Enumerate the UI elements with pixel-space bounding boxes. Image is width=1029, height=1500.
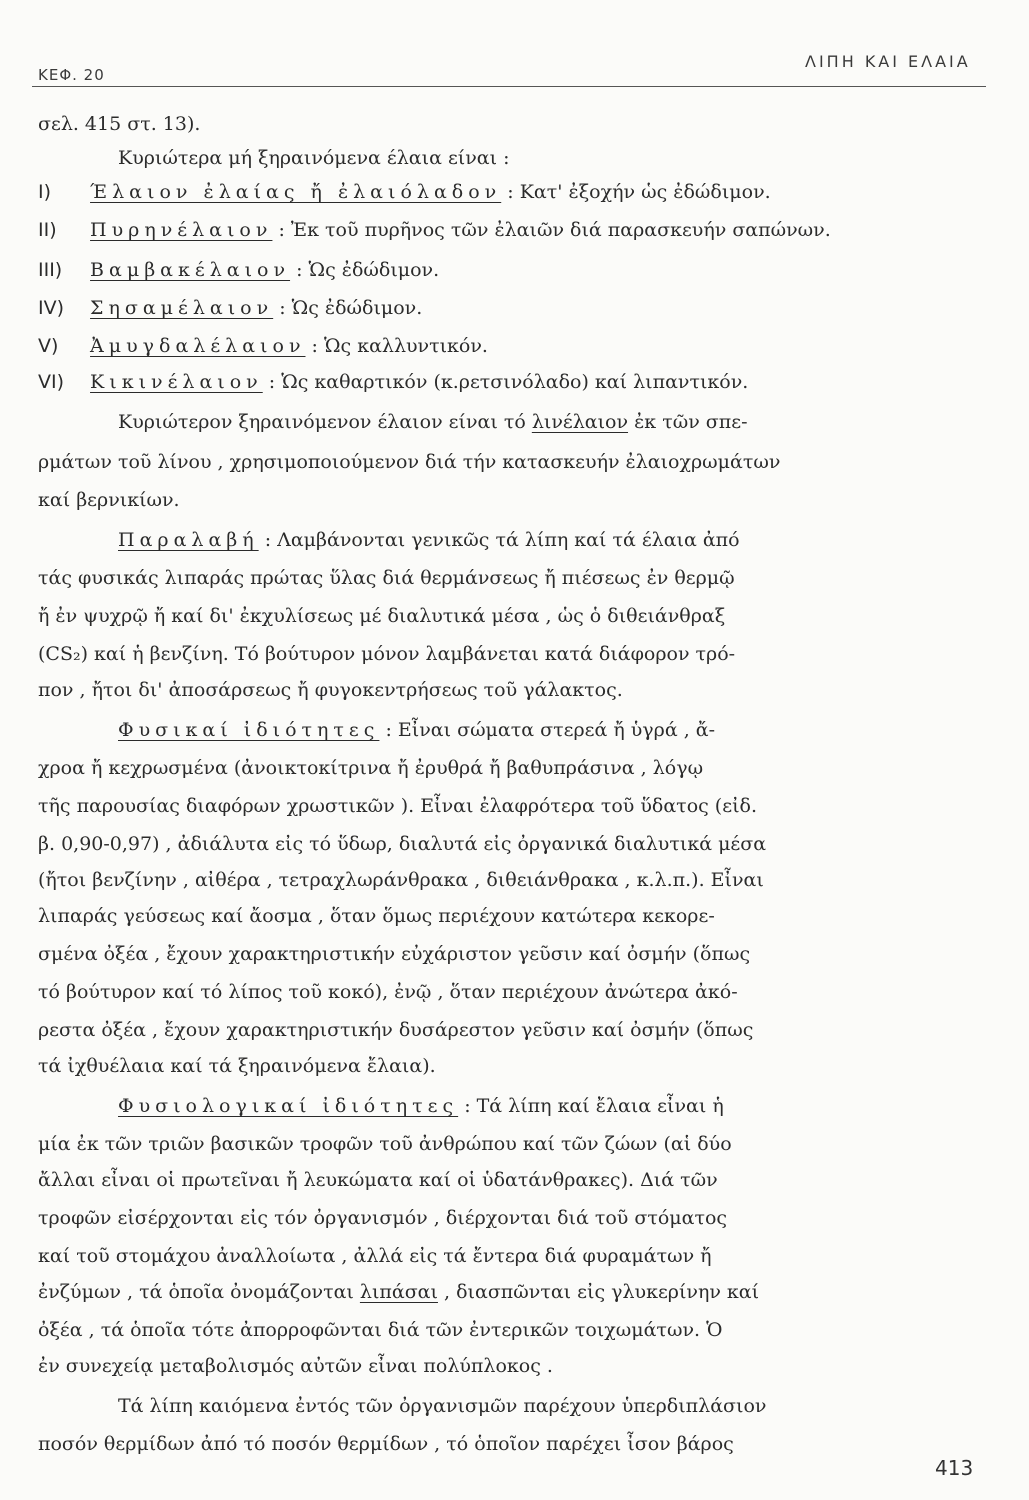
physical-heading: Φυσικαί ἰδιότητες — [118, 719, 380, 741]
physiological-line: ἐν συνεχείᾳ μεταβολισμός αὐτῶν εἶναι πολύπλοκος . — [38, 1355, 553, 1377]
physiological-line: ὀξέα , τά ὁποῖα τότε ἀπορροφῶνται διά τῶν ἐντερικῶν τοιχωμάτων. Ὁ — [38, 1319, 723, 1341]
oil-item — [38, 370, 748, 394]
energy-line: ποσόν θερμίδων ἀπό τό ποσόν θερμίδων , τό ὁποῖον παρέχει ἶσον βάρος — [38, 1433, 734, 1455]
physical-line — [118, 718, 715, 742]
physiological-heading: Φυσιολογικαί ἰδιότητες — [118, 1095, 459, 1117]
oil-name: Έλαιον ἐλαίας ἤ ἐλαιόλαδον — [90, 181, 502, 203]
oil-name: Ἀμυγδαλέλαιον — [90, 335, 306, 357]
physical-line: τῆς παρουσίας διαφόρων χρωστικῶν ). Εἶναι ἐλαφρότερα τοῦ ὕδατος (εἰδ. — [38, 795, 757, 817]
oil-number: V) — [38, 335, 59, 357]
oil-number: VI) — [38, 371, 65, 393]
physiological-line: καί τοῦ στομάχου ἀναλλοίωτα , ἀλλά εἰς τά ἔντερα διά φυραμάτων ἤ — [38, 1245, 712, 1267]
oil-number: III) — [38, 259, 63, 281]
oil-item — [38, 334, 488, 358]
production-line: (CS₂) καί ἡ βενζίνη. Τό βούτυρον μόνον λαμβάνεται κατά διάφορον τρό- — [38, 643, 736, 665]
physiological-line — [38, 1280, 759, 1304]
intro-lead: Κυριώτερα μή ξηραινόμενα έλαια είναι : — [118, 147, 510, 169]
oil-description: : Ἐκ τοῦ πυρῆνος τῶν ἐλαιῶν διά παρασκευήν σαπώνων. — [278, 219, 831, 241]
physical-line: β. 0,90-0,97) , ἀδιάλυτα εἰς τό ὕδωρ, διαλυτά εἰς ὀργανικά διαλυτικά μέσα — [38, 833, 767, 855]
physical-line: τά ἰχθυέλαια καί τά ξηραινόμενα ἔλαια). — [38, 1055, 436, 1077]
physiological-line: μία ἐκ τῶν τριῶν βασικῶν τροφῶν τοῦ ἀνθρώπου καί τῶν ζώων (αἱ δύο — [38, 1133, 732, 1155]
reference-line: σελ. 415 στ. 13). — [38, 113, 201, 135]
physiological-text: : Τά λίπη καί ἔλαια εἶναι ἡ — [464, 1095, 724, 1117]
physiological-line: τροφῶν εἰσέρχονται εἰς τόν ὀργανισμόν , διέρχονται διά τοῦ στόματος — [38, 1207, 728, 1229]
drying-oil-line: καί βερνικίων. — [38, 489, 180, 511]
oil-number: IV) — [38, 297, 65, 319]
production-line: ἤ ἐν ψυχρῷ ἤ καί δι' ἐκχυλίσεως μέ διαλυτικά μέσα , ὡς ὁ διθειάνθραξ — [38, 605, 726, 627]
production-line: πον , ἤτοι δι' ἀποσάρσεως ἤ φυγοκεντρήσεως τοῦ γάλακτος. — [38, 679, 623, 701]
drying-oil-line — [118, 410, 748, 434]
production-text: : Λαμβάνονται γενικῶς τά λίπη καί τά έλαια ἀπό — [264, 529, 740, 551]
physiological-line — [118, 1094, 724, 1118]
oil-number: II) — [38, 219, 57, 241]
oil-description: : Κατ' ἐξοχήν ὡς ἐδώδιμον. — [507, 181, 771, 203]
oil-item — [38, 258, 439, 282]
drying-text: Κυριώτερον ξηραινόμενον έλαιον είναι τό — [118, 411, 526, 433]
physical-text: : Εἶναι σώματα στερεά ἤ ὑγρά , ἄ- — [385, 719, 716, 741]
production-heading: Παραλαβή — [118, 529, 259, 551]
oil-name: Σησαμέλαιον — [90, 297, 274, 319]
physical-line: χροα ἤ κεχρωσμένα (ἀνοικτοκίτρινα ἤ ἐρυθρά ἤ βαθυπράσινα , λόγῳ — [38, 757, 704, 779]
oil-description: : Ὡς καθαρτικόν (κ.ρετσινόλαδο) καί λιπαντικόν. — [268, 371, 749, 393]
oil-name: Βαμβακέλαιον — [90, 259, 291, 281]
oil-description: : Ὡς καλλυντικόν. — [311, 335, 488, 357]
oil-description: : Ὡς ἐδώδιμον. — [296, 259, 440, 281]
oil-name: Πυρηνέλαιον — [90, 219, 273, 241]
chapter-label: ΚΕΦ. 20 — [38, 66, 105, 84]
oil-item — [38, 296, 422, 320]
physiological-line: ἄλλαι εἶναι οἱ πρωτεῖναι ἤ λευκώματα καί οἱ ὑδατάνθρακες). Διά τῶν — [38, 1169, 718, 1191]
physiological-term: λιπάσαι — [359, 1281, 438, 1303]
drying-term: λινέλαιον — [531, 411, 629, 433]
physical-line: ρεστα ὀξέα , ἔχουν χαρακτηριστικήν δυσάρεστον γεῦσιν καί ὀσμήν (ὅπως — [38, 1019, 754, 1041]
physiological-text: ἐνζύμων , τά ὁποῖα ὀνομάζονται — [38, 1281, 354, 1303]
chapter-title: ΛΙΠΗ ΚΑΙ ΕΛΑΙΑ — [805, 52, 971, 71]
physical-line: τό βούτυρον καί τό λίπος τοῦ κοκό), ἐνῷ , ὅταν περιέχουν ἀνώτερα ἀκό- — [38, 981, 738, 1003]
physiological-text: , διασπῶνται εἰς γλυκερίνην καί — [444, 1281, 760, 1303]
physical-line: λιπαράς γεύσεως καί ἄοσμα , ὅταν ὅμως περιέχουν κατώτερα κεκορε- — [38, 905, 715, 927]
oil-description: : Ὡς ἐδώδιμον. — [279, 297, 423, 319]
oil-item — [38, 218, 831, 242]
production-line: τάς φυσικάς λιπαράς πρώτας ὕλας διά θερμάνσεως ἤ πιέσεως ἐν θερμῷ — [38, 567, 735, 589]
oil-name: Κικινέλαιον — [90, 371, 263, 393]
page-number: 413 — [935, 1456, 974, 1480]
drying-oil-line: ρμάτων τοῦ λίνου , χρησιμοποιούμενον διά τήν κατασκευήν ἐλαιοχρωμάτων — [38, 451, 781, 473]
energy-line: Τά λίπη καιόμενα ἐντός τῶν ὀργανισμῶν παρέχουν ὑπερδιπλάσιον — [118, 1395, 767, 1417]
production-line — [118, 528, 740, 552]
drying-text: ἐκ τῶν σπε- — [634, 411, 748, 433]
oil-number: I) — [38, 181, 52, 203]
physical-line: (ἤτοι βενζίνην , αἰθέρα , τετραχλωράνθρακα , διθειάνθρακα , κ.λ.π.). Εἶναι — [38, 869, 764, 891]
physical-line: σμένα ὀξέα , ἔχουν χαρακτηριστικήν εὐχάριστον γεῦσιν καί ὀσμήν (ὅπως — [38, 943, 751, 965]
oil-item — [38, 180, 771, 204]
header-rule — [32, 86, 986, 87]
